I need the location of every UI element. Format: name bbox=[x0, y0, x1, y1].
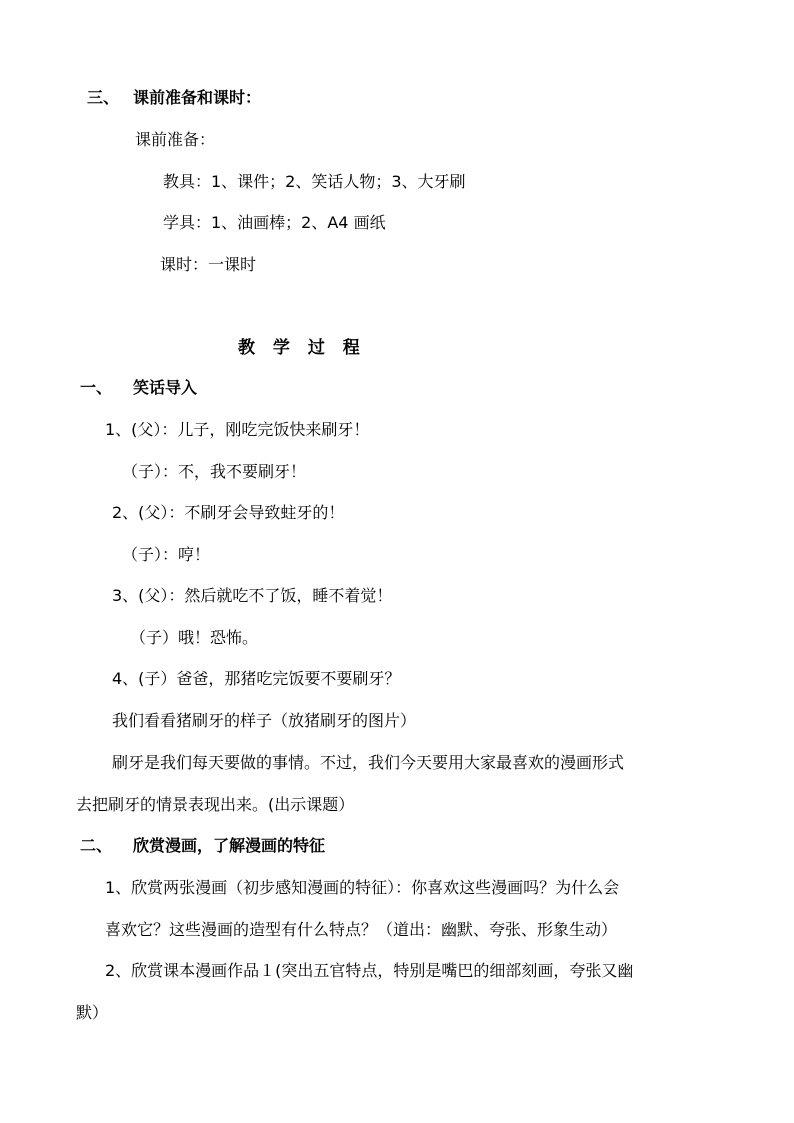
prep-label: 课前准备： bbox=[135, 130, 216, 149]
paragraph-line: 我们看看猪刷牙的样子（放猪刷牙的图片） bbox=[112, 711, 417, 730]
paragraph-line: 喜欢它？这些漫画的造型有什么特点？（道出：幽默、夸张、形象生动） bbox=[105, 920, 618, 939]
paragraph-line: 默） bbox=[76, 1003, 109, 1022]
section1-number: 一、 bbox=[80, 378, 113, 397]
paragraph-line: 去把刷牙的情景表现出来。(出示课题） bbox=[76, 795, 355, 814]
section2-title: 欣赏漫画，了解漫画的特征 bbox=[133, 836, 326, 855]
section3-number: 三、 bbox=[87, 88, 120, 107]
teacher-tools: 教具：1、课件；2、笑话人物；3、大牙刷 bbox=[163, 172, 466, 191]
paragraph-line: 刷牙是我们每天要做的事情。不过，我们今天要用大家最喜欢的漫画形式 bbox=[112, 753, 625, 772]
class-period: 课时：一课时 bbox=[160, 255, 257, 274]
section3-title: 课前准备和课时： bbox=[133, 88, 262, 107]
joke-line: （子）：哼！ bbox=[122, 545, 211, 564]
paragraph-line: 2、欣赏课本漫画作品１(突出五官特点，特别是嘴巴的细部刻画，夸张又幽 bbox=[105, 961, 634, 980]
joke-line: 4、(子）爸爸，那猪吃完饭要不要刷牙？ bbox=[112, 669, 401, 688]
process-title: 教 学 过 程 bbox=[238, 338, 366, 358]
joke-line: 1、(父）：儿子，刚吃完饭快来刷牙！ bbox=[105, 420, 370, 439]
paragraph-line: 1、欣赏两张漫画（初步感知漫画的特征）：你喜欢这些漫画吗？为什么会 bbox=[105, 878, 620, 897]
joke-line: （子）哦！恐怖。 bbox=[130, 628, 259, 647]
joke-line: 2、(父）：不刷牙会导致蛀牙的！ bbox=[112, 503, 345, 522]
section2-number: 二、 bbox=[80, 836, 113, 855]
joke-line: 3、(父）：然后就吃不了饭，睡不着觉！ bbox=[112, 586, 393, 605]
joke-line: （子）：不，我不要刷牙！ bbox=[122, 462, 307, 481]
section1-title: 笑话导入 bbox=[133, 378, 198, 397]
student-tools: 学具：1、油画棒；2、A4 画纸 bbox=[163, 213, 386, 232]
